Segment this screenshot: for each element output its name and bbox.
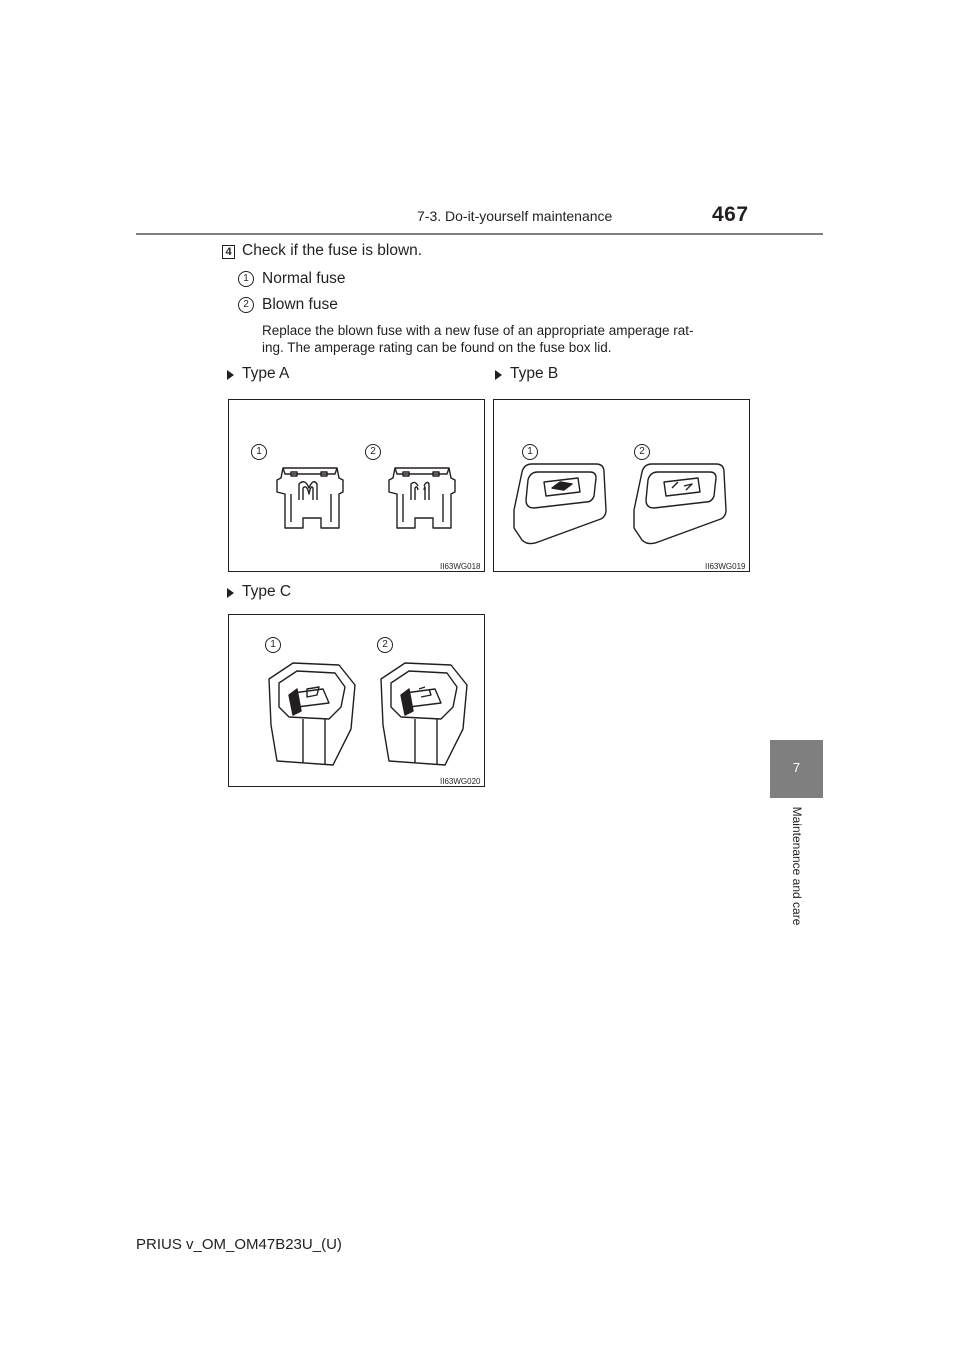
callout-1: 1	[251, 444, 267, 460]
callout-2: 2	[634, 444, 650, 460]
figure-code: II63WG020	[440, 777, 481, 786]
figure-code: II63WG019	[705, 562, 746, 571]
mini-cartridge-fuse-type-b-illustration	[494, 400, 751, 573]
item-label-normal-fuse: Normal fuse	[262, 270, 346, 287]
chapter-number: 7	[792, 760, 801, 775]
callout-2: 2	[365, 444, 381, 460]
figure-label-type-c: Type C	[242, 583, 292, 600]
chapter-tab	[770, 740, 823, 798]
triangle-bullet-icon	[227, 370, 234, 380]
header-divider	[136, 233, 823, 235]
step-number-badge: 4	[222, 245, 235, 259]
figure-label-type-b: Type B	[510, 365, 559, 382]
section-title: 7-3. Do-it-yourself maintenance	[417, 208, 613, 224]
triangle-bullet-icon	[227, 588, 234, 598]
callout-2: 2	[377, 637, 393, 653]
page-number: 467	[712, 203, 749, 226]
step-instruction: Check if the fuse is blown.	[242, 242, 423, 259]
figure-type-a	[228, 399, 485, 572]
figure-type-b	[493, 399, 750, 572]
callout-1: 1	[522, 444, 538, 460]
figure-label-type-a: Type A	[242, 365, 290, 382]
chapter-title: Maintenance and care	[790, 806, 804, 926]
figure-type-c	[228, 614, 485, 787]
callout-1: 1	[265, 637, 281, 653]
item-number-2: 2	[238, 297, 254, 313]
item-number-1: 1	[238, 271, 254, 287]
triangle-bullet-icon	[495, 370, 502, 380]
note-line-2: ing. The amperage rating can be found on the fuse box lid.	[262, 340, 612, 355]
note-line-1: Replace the blown fuse with a new fuse of an appropriate amperage rat-	[262, 323, 694, 338]
blade-fuse-type-a-illustration	[229, 400, 486, 573]
footer-model-code: PRIUS v_OM_OM47B23U_(U)	[136, 1236, 342, 1253]
item-label-blown-fuse: Blown fuse	[262, 296, 338, 313]
figure-code: II63WG018	[440, 562, 481, 571]
